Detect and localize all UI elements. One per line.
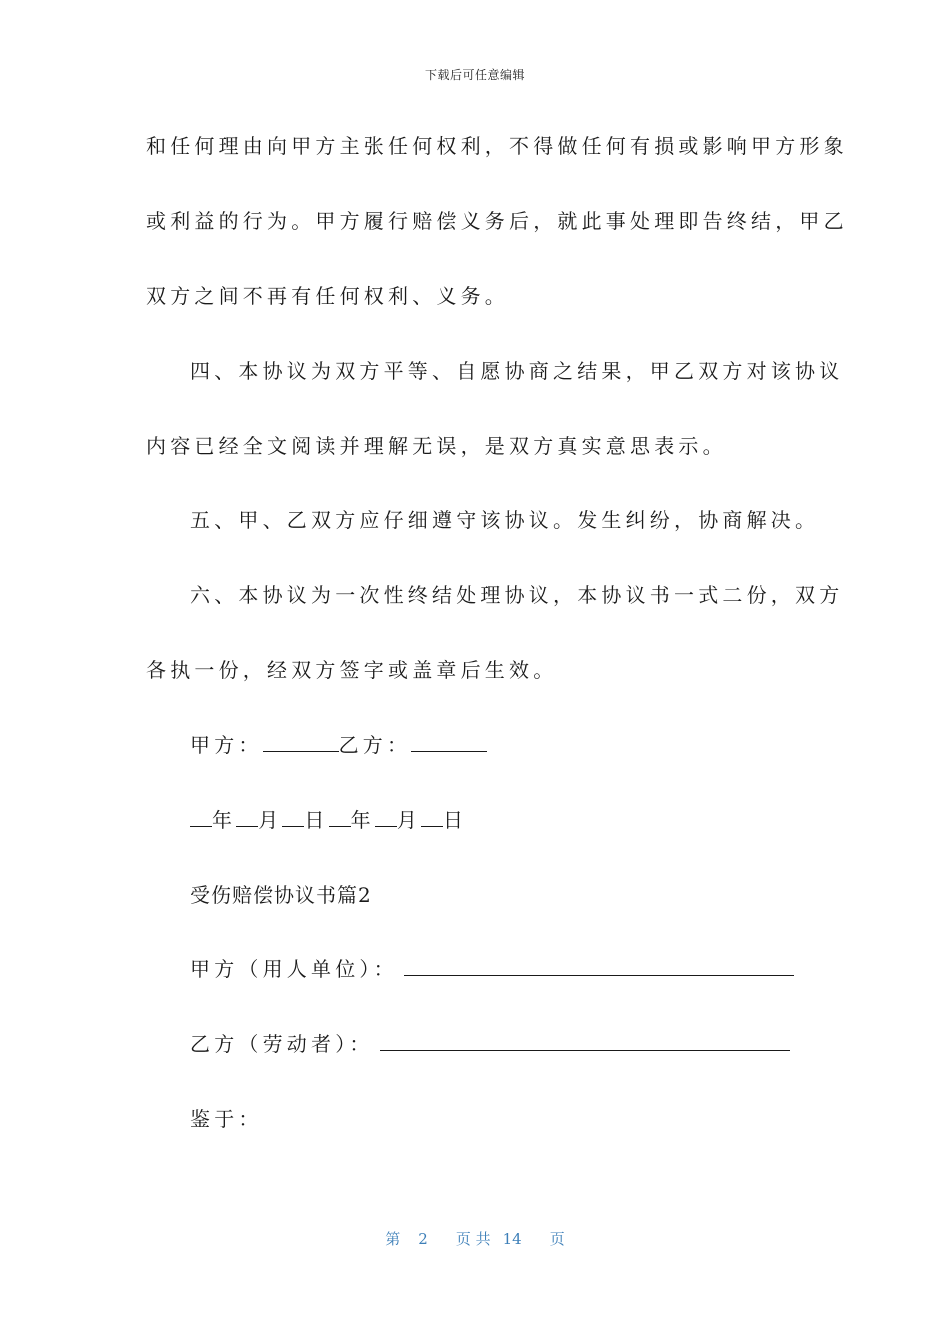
clause-four-line-1: 四、本协议为双方平等、自愿协商之结果，甲乙双方对该协议: [190, 359, 844, 383]
employer-blank: [404, 957, 794, 976]
date-day-label: 日: [443, 808, 468, 832]
date-blank: [329, 808, 351, 827]
body-line-3: 双方之间不再有任何权利、义务。: [146, 284, 509, 308]
party-b-label: 乙方：: [338, 733, 412, 757]
page-number: 2: [418, 1230, 428, 1248]
date-blank: [421, 808, 443, 827]
date-month-label: 月: [258, 808, 283, 832]
employer-label: 甲方（用人单位）：: [190, 957, 398, 981]
clause-six-line-2: 各执一份，经双方签字或盖章后生效。: [146, 658, 558, 682]
clause-six-line-1: 六、本协议为一次性终结处理协议，本协议书一式二份，双方: [190, 583, 844, 607]
worker-line: [190, 1030, 850, 1058]
page-middle: 页 共: [455, 1230, 491, 1248]
date-line: [190, 806, 850, 834]
clause-five: 五、甲、乙双方应仔细遵守该协议。发生纠纷，协商解决。: [190, 508, 820, 532]
party-b-blank: [411, 733, 487, 752]
worker-label: 乙方（劳动者）：: [190, 1032, 374, 1056]
clause-four-line-2: 内容已经全文阅读并理解无误，是双方真实意思表示。: [146, 434, 727, 458]
page-footer: [0, 1228, 950, 1249]
worker-blank: [380, 1032, 790, 1051]
date-blank: [190, 808, 212, 827]
date-blank: [236, 808, 258, 827]
page-prefix: 第: [385, 1230, 401, 1248]
date-year-label: 年: [212, 808, 237, 832]
signature-line: [190, 731, 850, 759]
party-a-blank: [263, 733, 339, 752]
whereas-label: 鉴于：: [190, 1107, 263, 1131]
party-a-label: 甲方：: [190, 733, 263, 757]
date-day-label: 日: [304, 808, 329, 832]
date-month-label: 月: [396, 808, 422, 832]
employer-line: [190, 955, 850, 983]
date-year-label: 年: [350, 808, 375, 832]
date-blank: [375, 808, 397, 827]
page-suffix: 页: [549, 1230, 565, 1248]
section-title: 受伤赔偿协议书篇2: [190, 883, 372, 907]
date-blank: [282, 808, 304, 827]
body-line-2: 或利益的行为。甲方履行赔偿义务后，就此事处理即告终结，甲乙: [146, 209, 848, 233]
page-total: 14: [502, 1230, 522, 1248]
body-line-1: 和任何理由向甲方主张任何权利，不得做任何有损或影响甲方形象: [146, 134, 848, 158]
page-header: 下载后可任意编辑: [424, 68, 525, 82]
